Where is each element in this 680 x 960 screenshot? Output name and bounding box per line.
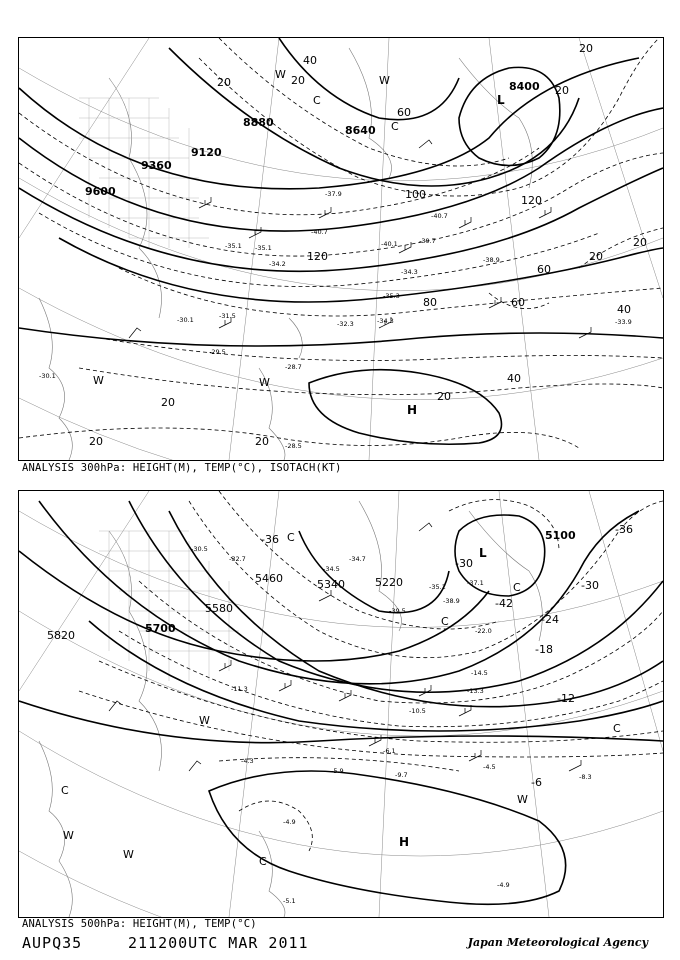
height-label: 5340 xyxy=(317,578,345,591)
temp-label: -37.9 xyxy=(325,190,342,198)
temp-label: -28.7 xyxy=(285,363,302,371)
map-300hpa xyxy=(19,38,663,460)
warm-center-symbol: W xyxy=(275,68,286,81)
isotherm-label: -30 xyxy=(455,557,473,570)
panel-300hpa-caption: ANALYSIS 300hPa: HEIGHT(M), TEMP(°C), ISOTACH(KT) xyxy=(22,462,342,474)
temp-label: -30.1 xyxy=(39,372,56,380)
temp-label: -32.3 xyxy=(337,320,354,328)
issue-time: 211200UTC MAR 2011 xyxy=(128,934,309,952)
temp-label: -40.7 xyxy=(431,212,448,220)
isotach-label: 60 xyxy=(511,296,525,309)
isotherm-label: -24 xyxy=(541,613,559,626)
height-contours xyxy=(19,38,663,444)
isotherm-label: -42 xyxy=(495,597,513,610)
cold-center-symbol: C xyxy=(613,722,621,735)
temp-label: -13.3 xyxy=(467,687,484,695)
height-label: 5220 xyxy=(375,576,403,589)
isotach-label: 20 xyxy=(161,396,175,409)
cold-center-symbol: C xyxy=(259,855,267,868)
isotach-label: 60 xyxy=(537,263,551,276)
graticule xyxy=(19,38,663,460)
warm-center-symbol: W xyxy=(259,376,270,389)
height-label: 9360 xyxy=(141,159,172,172)
isotach-label: 60 xyxy=(397,106,411,119)
temp-label: -30.5 xyxy=(191,545,208,553)
height-label: 5460 xyxy=(255,572,283,585)
warm-center-symbol: W xyxy=(123,848,134,861)
height-label: 5820 xyxy=(47,629,75,642)
temp-label: -5.9 xyxy=(331,767,344,775)
land-hatch xyxy=(79,98,209,248)
temp-label: -14.5 xyxy=(471,669,488,677)
temp-label: -10.5 xyxy=(409,707,426,715)
isotherm-label: -36 xyxy=(261,533,279,546)
temp-label: -37.1 xyxy=(467,579,484,587)
isotherm-label: -12 xyxy=(557,692,575,705)
cold-center-symbol: C xyxy=(61,784,69,797)
temp-label: -31.5 xyxy=(219,312,236,320)
height-label: 5700 xyxy=(145,622,176,635)
temp-label: -34.7 xyxy=(349,555,366,563)
height-label: 9120 xyxy=(191,146,222,159)
warm-center-symbol: W xyxy=(517,793,528,806)
temp-label: -4.9 xyxy=(283,818,296,826)
isotach-label: 120 xyxy=(307,250,328,263)
low-center-symbol: L xyxy=(479,546,487,560)
temp-label: -22.0 xyxy=(475,627,492,635)
temp-label: -5.1 xyxy=(283,897,296,905)
height-label: 5100 xyxy=(545,529,576,542)
temp-label: -35.1 xyxy=(225,242,242,250)
temp-label: -34.3 xyxy=(377,317,394,325)
isotach-label: 80 xyxy=(423,296,437,309)
cold-center-symbol: C xyxy=(313,94,321,107)
temp-label: -34.2 xyxy=(269,260,286,268)
warm-center-symbol: W xyxy=(93,374,104,387)
height-label: 8400 xyxy=(509,80,540,93)
temp-label: -38.9 xyxy=(443,597,460,605)
height-label: 5580 xyxy=(205,602,233,615)
height-label: 9600 xyxy=(85,185,116,198)
map-500hpa xyxy=(19,491,663,917)
panel-500hpa-caption: ANALYSIS 500hPa: HEIGHT(M), TEMP(°C) xyxy=(22,918,257,930)
temp-label: -11.3 xyxy=(231,685,248,693)
cold-center-symbol: C xyxy=(287,531,295,544)
map-panel-300hpa xyxy=(18,37,664,461)
isotherm-label: -6 xyxy=(531,776,542,789)
temp-label: -4.5 xyxy=(483,763,496,771)
temp-label: -29.5 xyxy=(209,348,226,356)
isotach-label: 20 xyxy=(579,42,593,55)
cold-center-symbol: C xyxy=(391,120,399,133)
temp-label: -32.7 xyxy=(229,555,246,563)
cold-center-symbol: C xyxy=(513,581,521,594)
temp-label: -39.7 xyxy=(419,237,436,245)
temp-label: -28.5 xyxy=(285,442,302,450)
warm-center-symbol: W xyxy=(63,829,74,842)
isotach-label: 40 xyxy=(507,372,521,385)
agency-name: Japan Meteorological Agency xyxy=(467,936,648,949)
isotach-label: 20 xyxy=(217,76,231,89)
high-center-symbol: H xyxy=(407,403,418,417)
isotach-label: 20 xyxy=(255,435,269,448)
isotach-label: 20 xyxy=(89,435,103,448)
temp-label: -34.5 xyxy=(323,565,340,573)
warm-center-symbol: W xyxy=(199,714,210,727)
isotach-label: 20 xyxy=(437,390,451,403)
temp-label: -35.1 xyxy=(429,583,446,591)
temp-label: -38.9 xyxy=(483,256,500,264)
temp-label: -35.1 xyxy=(255,244,272,252)
cold-center-symbol: C xyxy=(441,615,449,628)
height-label: 8640 xyxy=(345,124,376,137)
temperature-isotherms xyxy=(79,491,663,851)
isotach-label: 120 xyxy=(521,194,542,207)
temp-label: -30.1 xyxy=(177,316,194,324)
isotach-label: 100 xyxy=(405,188,426,201)
warm-center-symbol: W xyxy=(379,74,390,87)
high-center-symbol: H xyxy=(399,835,410,849)
isotach-label: 20 xyxy=(633,236,647,249)
temp-label: -39.5 xyxy=(389,607,406,615)
wind-barbs xyxy=(109,523,581,771)
temp-label: -8.3 xyxy=(579,773,592,781)
map-panel-500hpa xyxy=(18,490,664,918)
temp-label: -40.1 xyxy=(381,240,398,248)
low-center-symbol: L xyxy=(497,93,505,107)
isotach-label: 20 xyxy=(589,250,603,263)
temp-label: -40.7 xyxy=(311,228,328,236)
temp-label: -4.3 xyxy=(241,757,254,765)
temp-label: -9.7 xyxy=(395,771,408,779)
chart-id: AUPQ35 xyxy=(22,934,83,952)
isotach-label: 20 xyxy=(555,84,569,97)
isotach-label: 20 xyxy=(291,74,305,87)
isotherm-label: -36 xyxy=(615,523,633,536)
temp-label: -34.3 xyxy=(401,268,418,276)
height-label: 8880 xyxy=(243,116,274,129)
isotach-label: 40 xyxy=(303,54,317,67)
coastline xyxy=(39,48,532,460)
isotherm-label: -18 xyxy=(535,643,553,656)
temp-label: -35.3 xyxy=(383,292,400,300)
temp-label: -4.9 xyxy=(497,881,510,889)
isotherm-label: -30 xyxy=(581,579,599,592)
temp-label: -33.9 xyxy=(615,318,632,326)
isotach-label: 40 xyxy=(617,303,631,316)
temp-label: -6.1 xyxy=(383,747,396,755)
